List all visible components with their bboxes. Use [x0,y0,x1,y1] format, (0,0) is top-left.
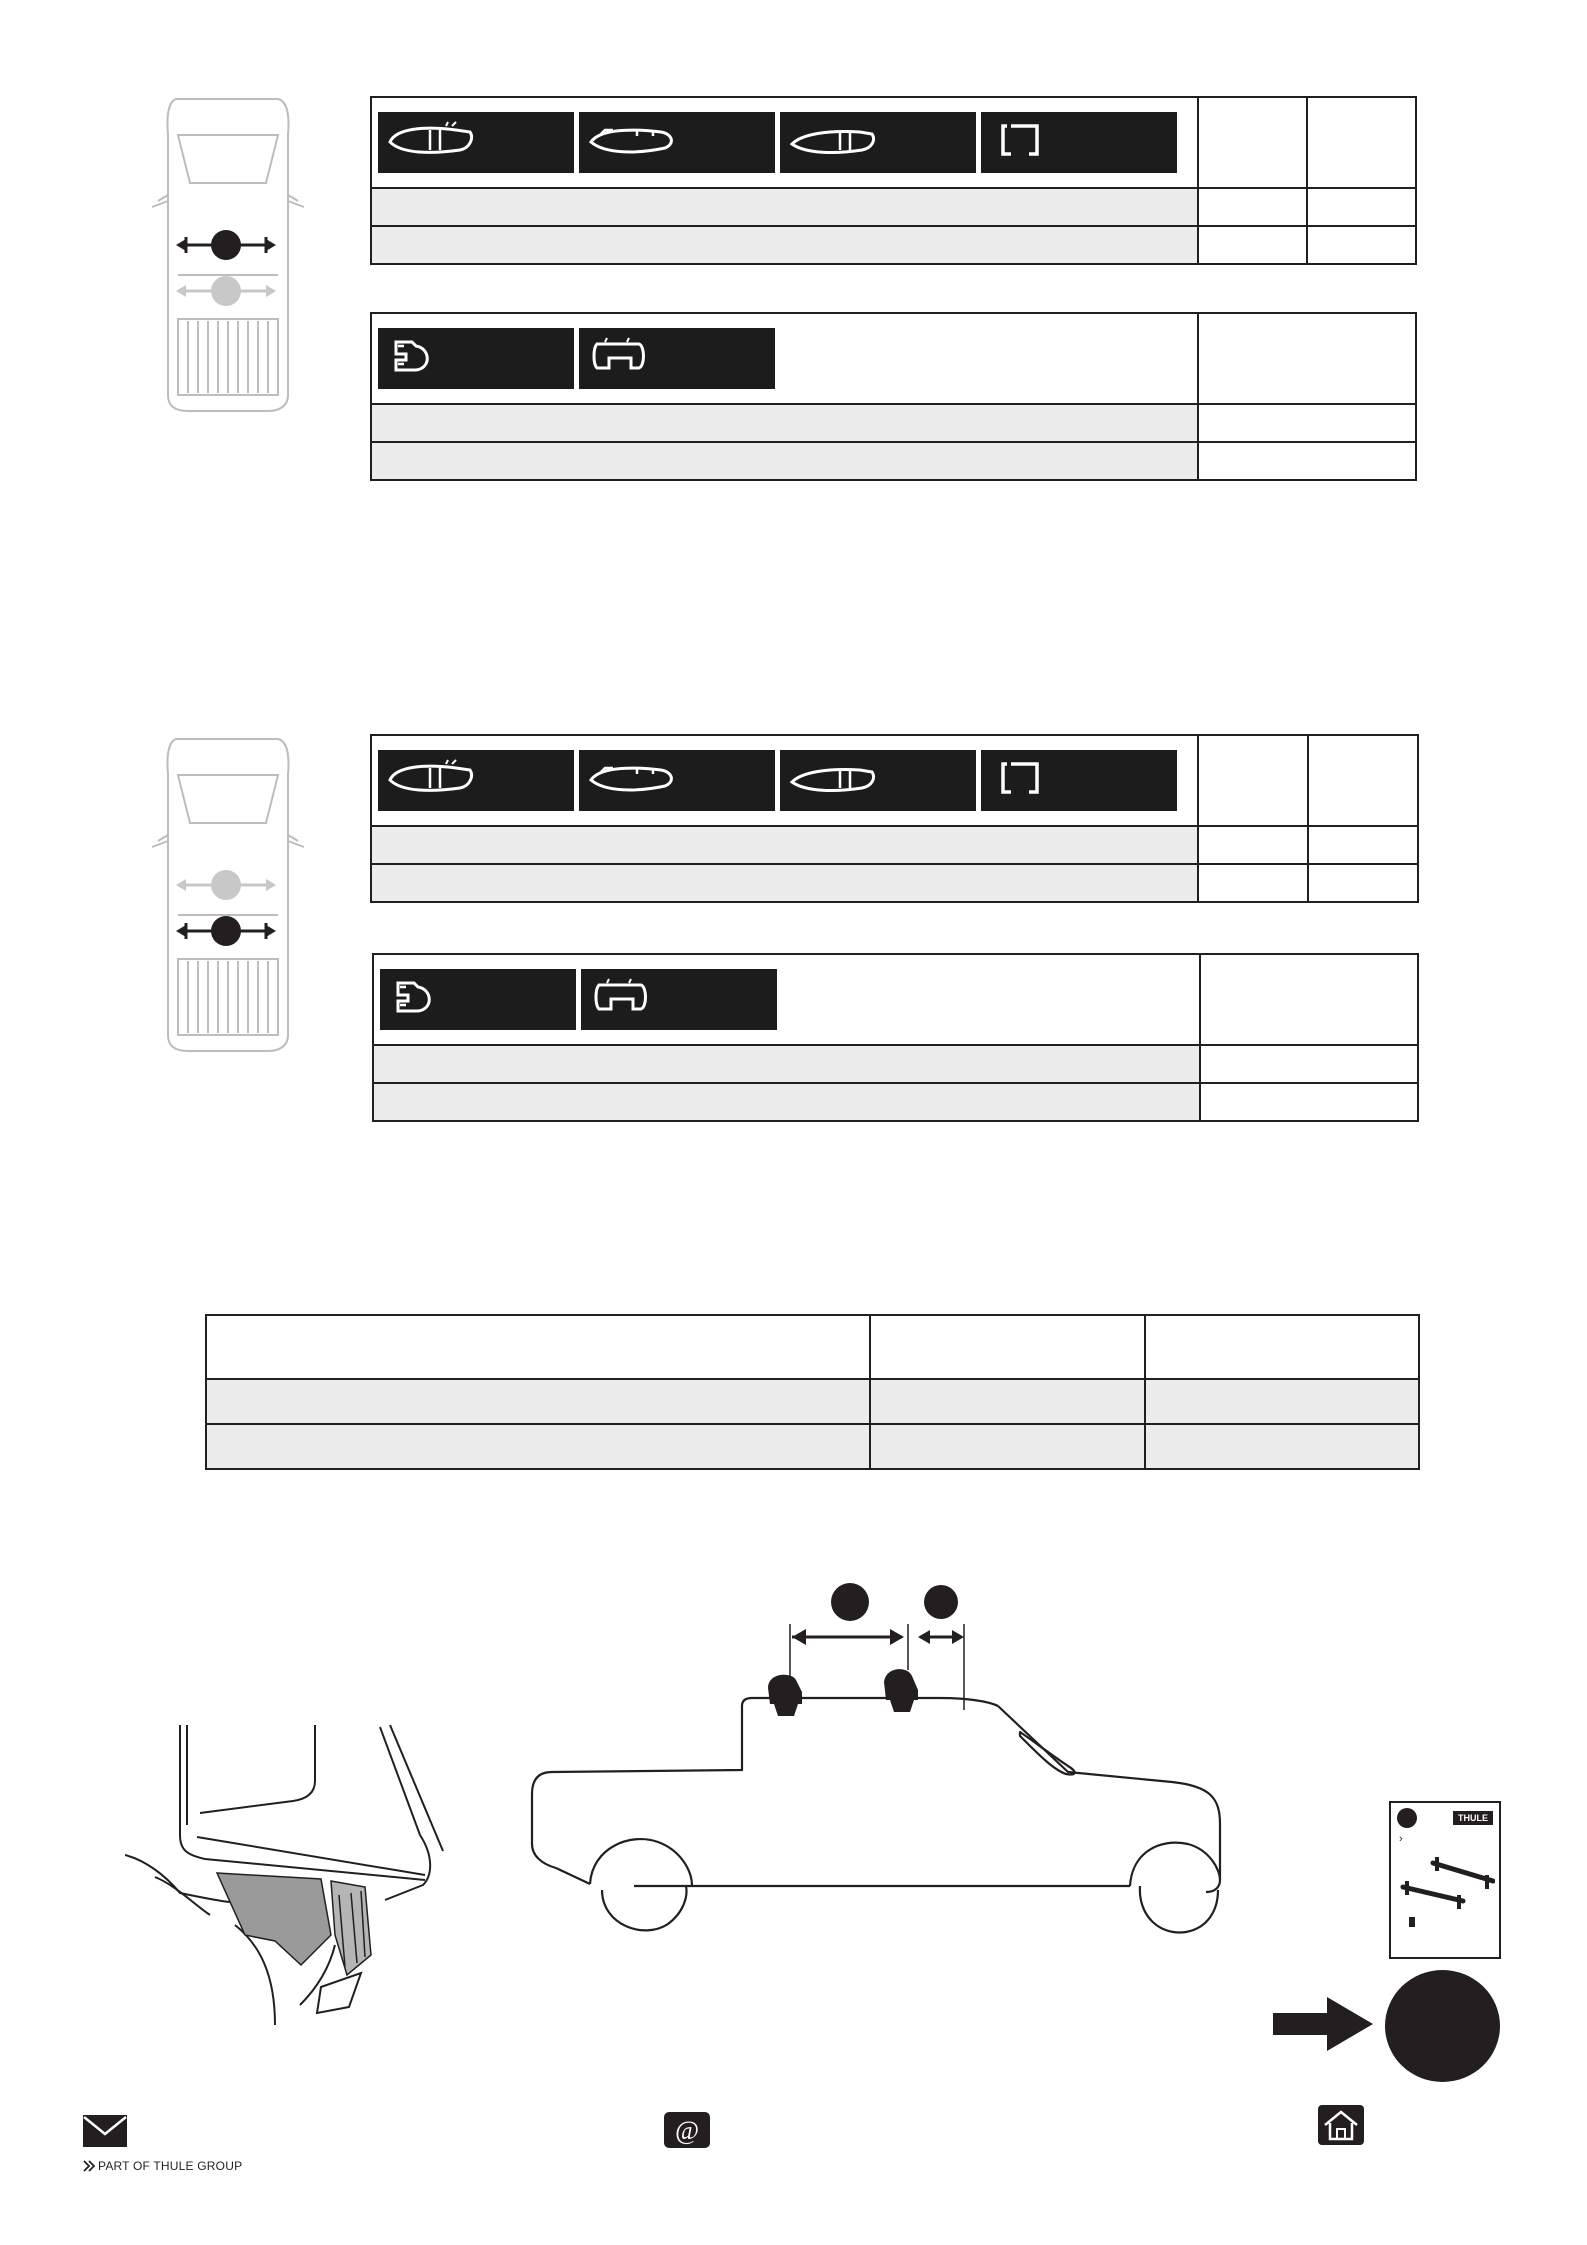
mail-icon[interactable] [82,2114,128,2148]
table-row [371,442,1416,480]
booklet-brand-tag [1453,1811,1493,1825]
value-cell [1307,226,1416,264]
chevron-right-icon: › [1399,1833,1403,1845]
table-row [206,1379,1419,1424]
value-cell [1198,442,1416,480]
header-cell [1145,1315,1419,1379]
profile-strip-cell [371,313,1198,404]
railing-foot-profile-icon [380,969,576,1030]
svg-text:@: @ [675,2116,699,2145]
header-cell [1308,735,1418,826]
roof-bars-icon [1399,1853,1495,1933]
header-cell [1198,97,1307,188]
header-cell [1200,954,1418,1045]
profile-strip-cell [373,954,1200,1045]
wingbar-edge-profile-icon [378,750,574,811]
value-cell [1200,1083,1418,1121]
active-foot-marker [176,916,276,946]
pickup-side-view [520,1580,1240,1960]
booklet-brand-label: THULE [1458,1813,1488,1823]
next-step-arrow-icon [1273,1997,1373,2051]
table-cell [206,1424,870,1469]
value-cell [1198,826,1308,864]
home-icon[interactable] [1318,2105,1364,2145]
value-cell [1308,826,1418,864]
thule-group-chevron-icon [82,2159,96,2173]
row-label-cell [371,226,1198,264]
thule-group-text: PART OF THULE GROUP [98,2159,243,2173]
profile-strip-cell [371,735,1198,826]
table-cell [870,1379,1145,1424]
row-label-cell [371,442,1198,480]
table-row [206,1424,1419,1469]
row-label-cell [371,864,1198,902]
row-label-cell [373,1083,1200,1121]
value-cell [1308,864,1418,902]
active-foot-marker [176,230,276,260]
wingbar-edge-profile-icon [378,112,574,173]
instruction-booklet-thumbnail[interactable] [1389,1801,1501,1959]
value-cell [1198,226,1307,264]
row-label-cell [371,188,1198,226]
row-label-cell [373,1045,1200,1083]
railing-foot-profile-icon [378,328,574,389]
header-cell [870,1315,1145,1379]
header-cell [206,1315,870,1379]
inactive-foot-marker [176,276,276,306]
header-cell [1198,735,1308,826]
value-cell [1198,188,1307,226]
profile-strip-cell [371,97,1198,188]
fit-table-front-rails [370,312,1417,481]
wingbar-evo-profile-icon [579,112,775,173]
flush-rail-profile-icon [579,328,775,389]
inactive-foot-marker [176,870,276,900]
squarebar-profile-icon [981,750,1177,811]
header-cell [1307,97,1416,188]
slidebar-profile-icon [780,112,976,173]
car-top-view-front [148,95,308,415]
row-label-cell [371,826,1198,864]
door-frame-detail-illustration [125,1725,455,2025]
table-row [371,826,1418,864]
car-top-view-rear [148,735,308,1055]
squarebar-profile-icon [981,112,1177,173]
table-cell [206,1379,870,1424]
slidebar-profile-icon [780,750,976,811]
wingbar-evo-profile-icon [579,750,775,811]
table-cell [1145,1424,1419,1469]
value-cell [1198,404,1416,442]
table-row [371,404,1416,442]
table-row [373,1083,1418,1121]
table-cell [1145,1379,1419,1424]
fit-table-rear-rails [372,953,1419,1122]
table-row [373,1045,1418,1083]
table-row [371,226,1416,264]
value-cell [1198,864,1308,902]
table-cell [870,1424,1145,1469]
booklet-step-badge [1397,1808,1417,1828]
flush-rail-profile-icon [581,969,777,1030]
fit-table-front-bars [370,96,1417,265]
value-cell [1200,1045,1418,1083]
fit-table-rear-bars [370,734,1419,903]
row-label-cell [371,404,1198,442]
table-row [371,864,1418,902]
measurement-table [205,1314,1420,1470]
table-row [371,188,1416,226]
header-cell [1198,313,1416,404]
next-step-page-circle[interactable] [1385,1970,1500,2082]
value-cell [1307,188,1416,226]
email-at-icon[interactable] [664,2112,710,2148]
